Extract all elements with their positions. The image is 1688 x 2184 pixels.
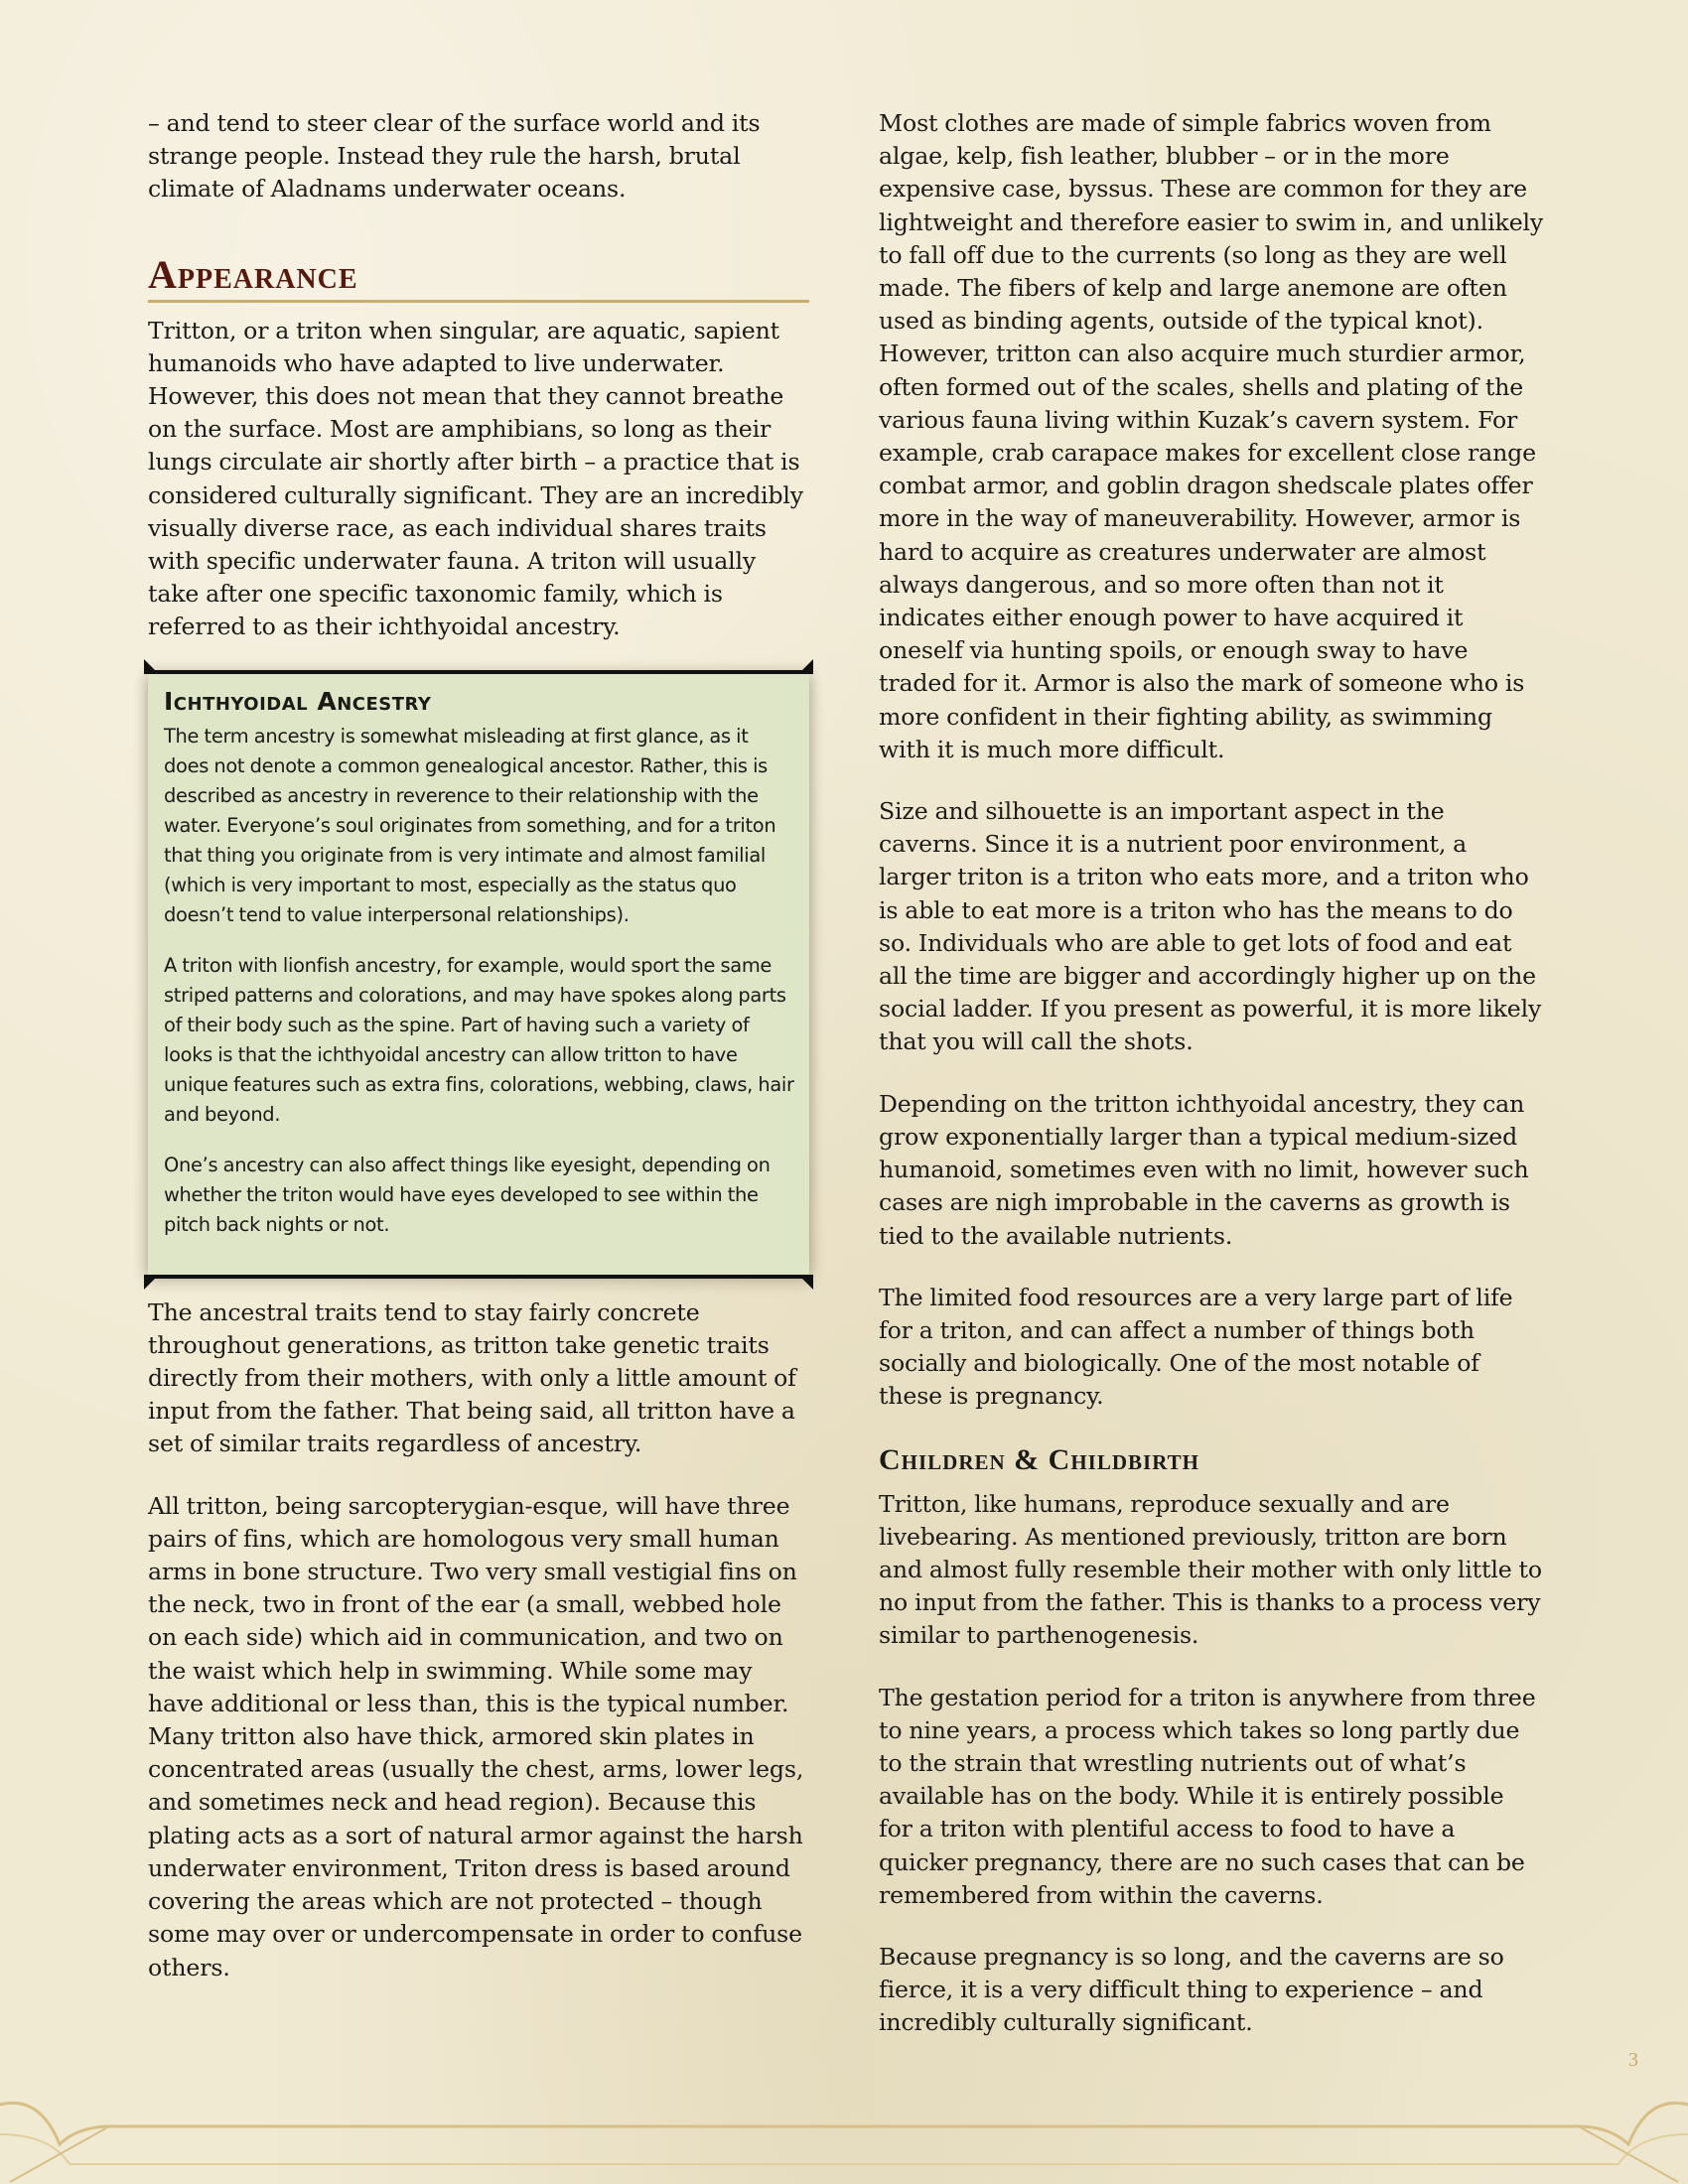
right-column <box>879 107 1544 2069</box>
children-paragraph-1: Tritton, like humans, reproduce sexually and are livebearing. As mentioned previously, tritton are born and almost fully resemble their mother with only little to no input from the father. This is thanks to a process very similar to parthenogenesis. <box>879 1489 1542 1650</box>
appearance-paragraph-2: The ancestral traits tend to stay fairly concrete throughout generations, as tritton take genetic traits directly from their mothers, with only a little amount of input from the father. That being said, all tritton have a set of similar traits regardless of ancestry. <box>148 1297 796 1458</box>
intro-paragraph: – and tend to steer clear of the surface world and its strange people. Instead they rule the harsh, brutal climate of Aladnams underwater oceans. <box>148 109 761 204</box>
clothing-paragraph: Most clothes are made of simple fabrics woven from algae, kelp, fish leather, blubber – or in the more expensive case, byssus. These are common for they are lightweight and therefore easier to swim in, and unlikely to fall off due to the currents (so long as they are well made. The fibers of kelp and large anemone are often used as binding agents, outside of the typical knot). However, tritton can also acquire much sturdier armor, often formed out of the scales, shells and plating of the various fauna living within Kuzak’s cavern system. For example, crab carapace makes for excellent close range combat armor, and goblin dragon shedscale plates offer more in the way of maneuverability. However, armor is hard to acquire as creatures underwater are almost always dangerous, and so more often than not it indicates either enough power to have acquired it oneself via hunting spoils, or enough sway to have traded for it. Armor is also the mark of someone who is more confident in their fighting ability, as swimming with it is much more difficult. <box>879 109 1544 763</box>
growth-paragraph: Depending on the tritton ichthyoidal ancestry, they can grow exponentially larger than a typical medium-sized humanoid, sometimes even with no limit, however such cases are nigh improbable in the caverns as growth is tied to the available nutrients. <box>879 1089 1529 1250</box>
children-heading: Children & Childbirth <box>879 1442 1199 1476</box>
note-bottom-border <box>144 1275 813 1279</box>
note-top-border <box>144 670 813 674</box>
left-column <box>148 107 809 2013</box>
children-paragraph-3: Because pregnancy is so long, and the caverns are so fierce, it is a very difficult thing to experience – and incredibly culturally significant. <box>879 1942 1504 2037</box>
appearance-paragraph-3: All tritton, being sarcopterygian-esque, will have three pairs of fins, which are homologous very small human arms in bone structure. Two very small vestigial fins on the neck, two in front of the ear (a small, webbed hole on each side) which aid in communication, and two on the waist which help in swimming. While some may have additional or less than, this is the typical number. Many tritton also have thick, armored skin plates in concentrated areas (usually the chest, arms, lower legs, and sometimes neck and head region). Because this plating acts as a sort of natural armor against the harsh underwater environment, Triton dress is based around covering the areas which are not protected – though some may over or undercompensate in order to confuse others. <box>148 1491 804 1981</box>
food-paragraph: The limited food resources are a very large part of life for a triton, and can affect a number of things both socially and biologically. One of the most notable of these is pregnancy. <box>879 1283 1513 1411</box>
size-paragraph: Size and silhouette is an important aspect in the caverns. Since it is a nutrient poor environment, a larger triton is a triton who eats more, and a triton who is able to eat more is a triton who has the means to do so. Individuals who are able to get lots of food and eat all the time are bigger and accordingly higher up on the social ladder. If you present as powerful, it is more likely that you will call the shots. <box>879 797 1542 1056</box>
note-corner-top-right <box>802 659 813 670</box>
note-paragraph-3: One’s ancestry can also affect things like eyesight, depending on whether the triton would have eyes developed to see within the pitch back nights or not. <box>164 1153 771 1236</box>
note-title: Ichthyoidal Ancestry <box>164 686 432 716</box>
note-corner-top-left <box>144 659 155 670</box>
ichthyoidal-ancestry-note <box>148 674 809 1275</box>
note-paragraph-2: A triton with lionfish ancestry, for example, would sport the same striped patterns and colorations, and may have spokes along parts of their body such as the spine. Part of having such a variety of looks is that the ichthyoidal ancestry can allow tritton to have unique features such as extra fins, colorations, webbing, claws, hair and beyond. <box>164 953 794 1126</box>
page-number: 3 <box>1628 2049 1638 2071</box>
note-paragraph-1: The term ancestry is somewhat misleading at first glance, as it does not denote a common genealogical ancestor. Rather, this is described as ancestry in reverence to their relationship with the water. Everyone’s soul originates from something, and for a triton that thing you originate from is very intimate and almost familial (which is very important to most, especially as the status quo doesn’t tend to value interpersonal relationships). <box>164 724 776 926</box>
appearance-paragraph-1: Tritton, or a triton when singular, are aquatic, sapient humanoids who have adapted to live underwater. However, this does not mean that they cannot breathe on the surface. Most are amphibians, so long as their lungs circulate air shortly after birth – a practice that is considered culturally significant. They are an incredibly visually diverse race, as each individual shares traits with specific underwater fauna. A triton will usually take after one specific taxonomic family, which is referred to as their ichthyoidal ancestry. <box>148 316 803 641</box>
appearance-heading: Appearance <box>148 252 809 303</box>
note-corner-bottom-right <box>802 1279 813 1290</box>
footer-ornament <box>0 2065 1688 2184</box>
children-paragraph-2: The gestation period for a triton is anywhere from three to nine years, a process which takes so long partly due to the strain that wrestling nutrients out of what’s available has on the body. While it is entirely possible for a triton with plentiful access to food to have a quicker pregnancy, there are no such cases that can be remembered from within the caverns. <box>879 1683 1536 1909</box>
note-corner-bottom-left <box>144 1279 155 1290</box>
